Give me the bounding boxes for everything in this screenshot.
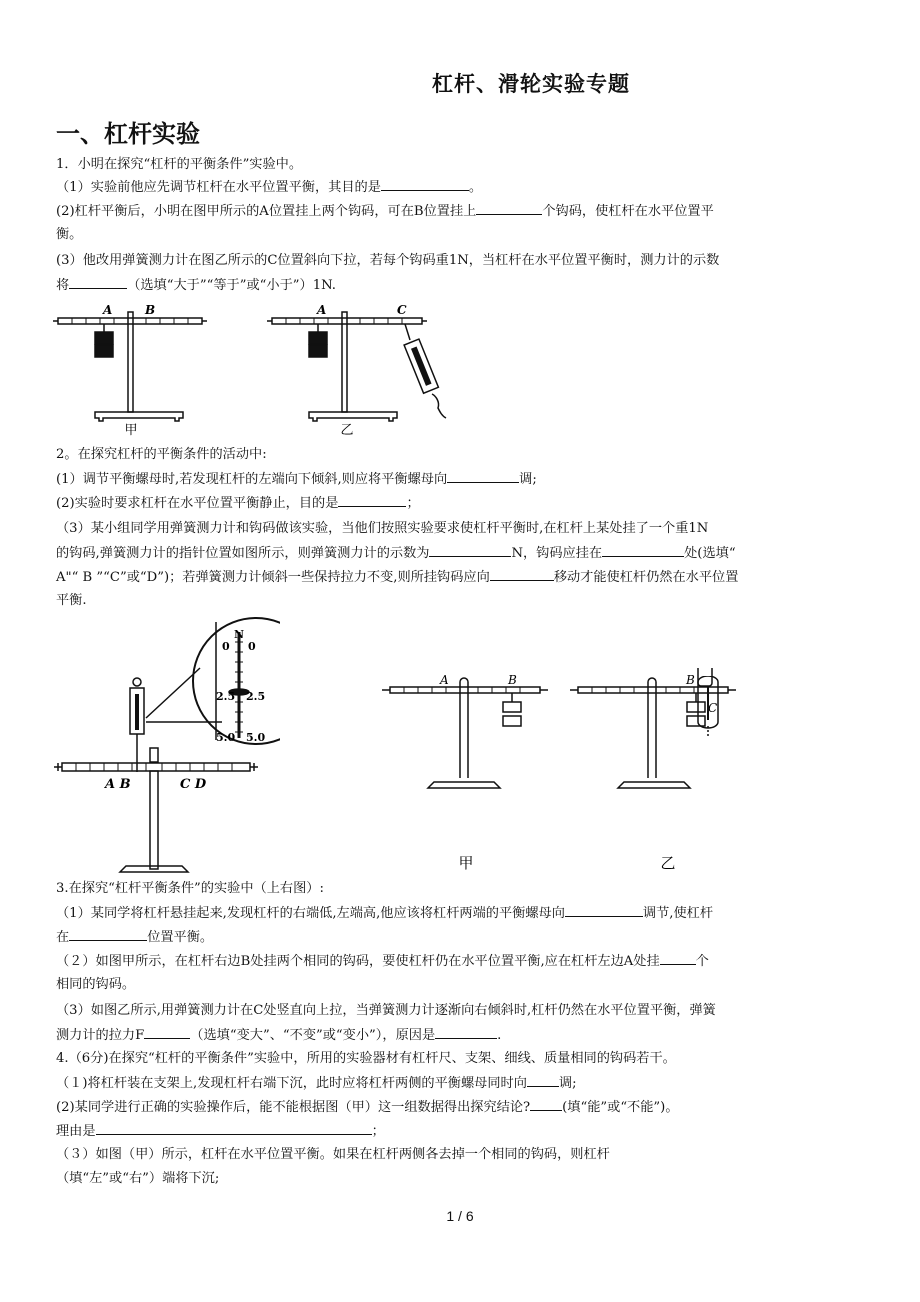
q2-part1: (1）调节平衡螺母时,若发现杠杆的左端向下倾斜,则应将平衡螺母向 调; [56,468,537,491]
q1-part1: （1）实验前他应先调节杠杆在水平位置平衡，其目的是 。 [56,176,482,199]
stand-post [128,312,133,412]
q1-part2: (2)杠杆平衡后，小明在图甲所示的A位置挂上两个钩码，可在B位置挂上 个钩码，使杠杆在水平位置平 [56,200,714,223]
q1-part3: (3）他改用弹簧测力计在图乙所示的C位置斜向下拉，若每个钩码重1N，当杠杆在水平位置平衡时，测力计的示数 [56,253,720,268]
answer-blank[interactable] [69,926,147,941]
q2-part3-cont: 平衡. [56,593,87,608]
q3-part1-cont: 在 位置平衡。 [56,926,213,949]
q3-part3: （3）如图乙所示,用弹簧测力计在C处竖直向上拉，当弹簧测力计逐渐向右倾斜时,杠杆仍然在水平位置平衡，弹簧 [56,1003,716,1018]
spring-scale-lever-diagram [54,618,280,872]
q4-part3-cont: （填“左”或“右”）端将下沉; [56,1171,220,1186]
point-label: A [103,303,113,317]
scale-mark: 5.0 [216,731,236,744]
scale-unit: N [233,628,245,641]
spring-scale-upright [694,676,722,736]
q1-part2-cont: 衡。 [56,227,83,242]
q4-part2-cont: 理由是 ； [56,1120,385,1143]
q2-part3: （3）某小组同学用弹簧测力计和钩码做该实验，当他们按照实验要求使杠杆平衡时,在杠杆上某处挂了一个重1N [56,521,709,536]
answer-blank[interactable] [96,1120,372,1135]
scale-mark: 5.0 [246,731,266,744]
stand-base [309,412,397,421]
point-label: A [440,673,449,687]
hook-weight [95,345,113,357]
stand-base [95,412,183,421]
hook-weight [503,702,521,712]
stand-base [428,782,500,788]
figure-caption: 甲 [124,423,138,438]
q2-part3-cont: 的钩码,弹簧测力计的指针位置如图所示，则弹簧测力计的示数为 N，钩码应挂在 处(选填“ [56,542,736,565]
figure-caption: 甲 [458,854,474,872]
answer-blank[interactable] [660,950,696,965]
answer-blank[interactable] [144,1024,190,1039]
q3-stem: 3.在探究“杠杆平衡条件”的实验中（上右图）: [56,881,324,896]
scale-mark: 0 [222,640,230,653]
scale-mark: 2.5 [216,690,236,703]
point-label: A B [105,777,131,792]
q1-figure [50,298,470,440]
answer-blank[interactable] [338,492,406,507]
spring-scale [404,339,438,393]
figure-caption: 乙 [660,854,676,872]
document-title: 杠杆、滑轮实验专题 [432,72,630,96]
q4-part1: （１)将杠杆装在支架上,发现杠杆右端下沉，此时应将杠杆两侧的平衡螺母同时向 调; [56,1072,577,1095]
answer-blank[interactable] [429,542,511,557]
lever-bar [390,687,540,693]
hook-weight [503,716,521,726]
q3-part2: （２）如图甲所示，在杠杆右边B处挂两个相同的钩码，要使杠杆仍在水平位置平衡,应在杠杆左边A处挂 个 [56,950,709,973]
answer-blank[interactable] [447,468,519,483]
q2-figure [50,608,280,876]
q4-part3: （３）如图（甲）所示，杠杆在水平位置平衡。如果在杠杆两侧各去掉一个相同的钩码，则杠杆 [56,1147,610,1162]
scale-mark: 2.5 [246,690,266,703]
q4-stem: 4.（6分)在探究“杠杆的平衡条件”实验中，所用的实验器材有杠杆尺、支架、细线、质量相同的钩码若干。 [56,1051,676,1066]
q3-part3-cont: 测力计的拉力F （选填“变大”、“不变”或“变小”），原因是 . [56,1024,501,1047]
stand-post [150,771,158,869]
answer-blank[interactable] [69,274,127,289]
q2-part2: (2)实验时要求杠杆在水平位置平衡静止，目的是 ； [56,492,420,515]
stand-post [342,312,347,412]
lever-diagram-left [382,678,548,788]
answer-blank[interactable] [435,1024,497,1039]
point-label: B [508,673,517,687]
page-indicator: 1 / 6 [446,1208,474,1224]
answer-blank[interactable] [602,542,684,557]
point-label: C [397,303,407,317]
answer-blank[interactable] [490,566,554,581]
q3-part1: （1）某同学将杠杆悬挂起来,发现杠杆的右端低,左端高,他应该将杠杆两端的平衡螺母向 调节,使杠杆 [56,902,713,925]
answer-blank[interactable] [476,200,542,215]
q1-stem: 1．小明在探究“杠杆的平衡条件”实验中。 [56,157,303,172]
hook-weight [309,345,327,357]
figure-caption: 乙 [340,423,354,438]
q3-part2-cont: 相同的钩码。 [56,977,136,992]
section-heading: 一、杠杆实验 [56,120,200,148]
q4-part2: (2)某同学进行正确的实验操作后，能不能根据图（甲）这一组数据得出探究结论? (填“能”或“不能”)。 [56,1096,679,1119]
q2-part3-cont: A"“ B ”“C”或“D”)；若弹簧测力计倾斜一些保持拉力不变,则所挂钩码应向 移动才能使杠杆仍然在水平位置 [56,566,738,589]
lever-bar [58,318,202,324]
q2-stem: 2。在探究杠杆的平衡条件的活动中: [56,447,267,462]
answer-blank[interactable] [530,1096,562,1111]
point-label: B [145,303,156,317]
scale-mark: 0 [248,640,256,653]
lever-diagram-left [53,312,207,421]
point-label: A [317,303,327,317]
hook-weight [95,332,113,344]
hook-weight [309,332,327,344]
hand [432,394,446,418]
point-label: C D [180,777,207,792]
answer-blank[interactable] [527,1072,559,1087]
lever-diagram-right [267,312,446,421]
answer-blank[interactable] [565,902,643,917]
point-label: C [708,701,718,715]
answer-blank[interactable] [381,176,469,191]
q3-figure [378,668,788,876]
q1-part3-cont: 将 （选填“大于”“等于”或“小于”）1N. [56,274,336,297]
stand-base [618,782,690,788]
point-label: B [686,673,695,687]
